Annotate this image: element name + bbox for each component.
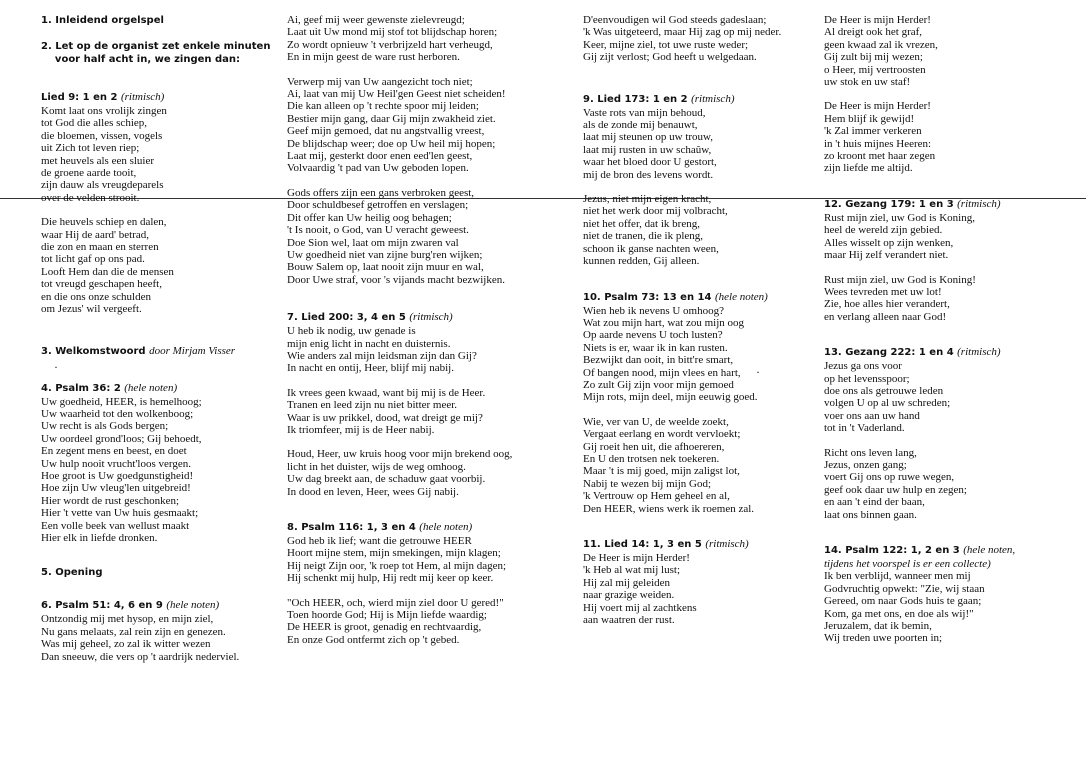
- verse-line: De HEER is groot, genadig en rechtvaardig,: [287, 621, 482, 634]
- verse-line: Ik triomfeer, mij is de Heer nabij.: [287, 423, 435, 436]
- verse-line: Jezus, niet mijn eigen kracht,: [583, 193, 712, 206]
- verse-line: Rust mijn ziel, uw God is Koning!: [824, 273, 976, 286]
- verse-line: "Och HEER, och, wierd mijn ziel door U gered!": [287, 596, 504, 609]
- stanza: [41, 216, 271, 315]
- verse-line: Rust mijn ziel, uw God is Koning,: [824, 211, 975, 224]
- spacer: [583, 64, 803, 92]
- heading-text: 4. Psalm 36: 2: [41, 382, 121, 394]
- spacer: [41, 580, 271, 598]
- section-heading: [824, 543, 1069, 558]
- verse-line: Jezus, onzen gang;: [824, 458, 907, 471]
- section-heading: [824, 197, 1069, 212]
- section-heading-line: voor half acht in, we zingen dan:: [41, 54, 241, 65]
- spacer: [41, 66, 271, 90]
- stanza: [287, 597, 542, 647]
- spacer: [583, 404, 803, 416]
- spacer: [287, 375, 542, 387]
- verse-line: Nu gans melaats, zal rein zijn en genezen.: [41, 625, 226, 638]
- section-heading: [583, 290, 803, 305]
- verse-line: uit Zich tot leven riep;: [41, 142, 140, 155]
- heading-text: 1. Inleidend orgelspel: [41, 15, 164, 26]
- column-1: [41, 14, 271, 663]
- verse-line: geef ook daar uw hulp en zegen;: [824, 483, 967, 496]
- verse-line: die zon en maan en sterren: [41, 241, 159, 254]
- verse-line: Die kan alleen op 't rechte spoor mij leiden;: [287, 100, 479, 113]
- verse-line: Hier 't vette van Uw huis gesmaakt;: [41, 507, 199, 520]
- verse-line: Hoort mijne stem, mijn smekingen, mijn klagen;: [287, 547, 501, 560]
- spacer: [583, 181, 803, 193]
- heading-note: (hele noten,: [963, 544, 1016, 556]
- heading-note: (ritmisch): [120, 91, 165, 103]
- heading-text: 9. Lied 173: 1 en 2: [583, 93, 688, 105]
- verse-line: Hij schenkt mij hulp, Hij redt mij keer op keer.: [287, 572, 494, 585]
- verse-line: Hoe zijn Uw vleug'len uitgebreid!: [41, 482, 191, 495]
- verse-line: Volvaardig 't pad van Uw geboden lopen.: [287, 162, 469, 175]
- verse-line: Ik vrees geen kwaad, want bij mij is de Heer.: [287, 386, 486, 399]
- stanza: [41, 105, 271, 204]
- stanza: [824, 447, 1069, 521]
- spacer: [287, 436, 542, 448]
- section-heading: [41, 381, 271, 396]
- stanza: [824, 274, 1069, 324]
- verse-line: Laat mij, gesterkt door enen eed'len geest,: [287, 150, 473, 163]
- verse-line: Houd, Heer, uw kruis hoog voor mijn brekend oog,: [287, 448, 513, 461]
- verse-line: uw stok en uw staf!: [824, 76, 911, 89]
- heading-text: 8. Psalm 116: 1, 3 en 4: [287, 522, 416, 533]
- verse-line: Maar 't is mij goed, mijn zaligst lot,: [583, 465, 740, 478]
- stanza: [287, 325, 542, 375]
- verse-line: o Heer, mij vertroosten: [824, 63, 926, 76]
- verse-line: kunnen redden, Gij alleen.: [583, 255, 700, 268]
- verse-line: Wij treden uwe poorten in;: [824, 632, 943, 645]
- verse-line: 'k Vertrouw op Hem geheel en al,: [583, 490, 730, 503]
- spacer: [824, 521, 1069, 543]
- verse-line: Gij roeit hen uit, die afhoereren,: [583, 440, 725, 453]
- heading-text: Lied 9: 1 en 2: [41, 92, 118, 103]
- verse-line: Hij zal mij geleiden: [583, 576, 671, 589]
- verse-line: doe ons als getrouwe leden: [824, 384, 944, 397]
- stanza: [824, 570, 1069, 644]
- verse-line: Ai, laat van mij Uw Heil'gen Geest niet scheiden!: [287, 88, 506, 101]
- verse-line: Zie, hoe alles hier verandert,: [824, 298, 950, 311]
- verse-line: Waar is uw prikkel, dood, wat dreigt ge mij?: [287, 411, 483, 424]
- verse-line: En onze God ontfermt zich op 't gebed.: [287, 633, 460, 646]
- verse-line: Jeruzalem, dat ik bemin,: [824, 620, 932, 633]
- stanza: [824, 212, 1069, 262]
- verse-line: In dood en leven, Heer, wees Gij nabij.: [287, 485, 459, 498]
- verse-line: 't Is nooit, o God, van U veracht geweest.: [287, 224, 469, 237]
- spacer: [824, 88, 1069, 100]
- verse-line: niet het offer, dat ik breng,: [583, 217, 700, 230]
- verse-line: Wie anders zal mijn leidsman zijn dan Gij?: [287, 349, 477, 362]
- verse-line: Ai, geef mij weer gewenste zielevreugd;: [287, 14, 465, 26]
- verse-line: Doe Sion wel, laat om mijn zwaren val: [287, 236, 459, 249]
- spacer: [824, 262, 1069, 274]
- verse-line: Laat uit Uw mond mij stof tot blijdschap horen;: [287, 26, 498, 39]
- verse-line: tot in 't Vaderland.: [824, 422, 905, 435]
- spacer: [41, 204, 271, 216]
- verse-line: tot vreugd geschapen heeft,: [41, 278, 162, 291]
- verse-line: Keer, mijne ziel, tot uwe ruste weder;: [583, 38, 749, 51]
- verse-line: in 't huis mijnes Heeren:: [824, 137, 932, 150]
- verse-line: Hier wordt de rust geschonken;: [41, 494, 180, 507]
- verse-line: D'eenvoudigen wil God steeds gadeslaan;: [583, 14, 767, 26]
- verse-line: De Heer is mijn Herder!: [583, 552, 690, 564]
- column-4: [824, 14, 1069, 645]
- verse-line: Kom, ga met ons, en doe als wij!": [824, 607, 974, 620]
- stanza: [824, 100, 1069, 174]
- verse-line: Verwerp mij van Uw aangezicht toch niet;: [287, 75, 473, 88]
- stanza: [824, 360, 1069, 434]
- verse-line: schoon ik ganse nachten ween,: [583, 242, 719, 255]
- verse-line: die bloemen, vissen, vogels: [41, 129, 163, 142]
- section-heading: [824, 345, 1069, 360]
- stanza: [583, 416, 803, 515]
- verse-line: tot licht gaf op ons pad.: [41, 253, 145, 266]
- verse-line: om Jezus' wil vergeeft.: [41, 303, 142, 316]
- spacer: [41, 28, 271, 40]
- verse-line: tot God die alles schiep,: [41, 117, 148, 130]
- heading-note: (hele noten): [714, 290, 768, 303]
- verse-line: 'k Zal immer verkeren: [824, 125, 922, 138]
- verse-line: De blijdschap weer; doe op Uw heil mij hopen;: [287, 137, 496, 150]
- verse-line: Die heuvels schiep en dalen,: [41, 216, 167, 229]
- verse-line: niet het werk door mij volbracht,: [583, 205, 728, 218]
- verse-line: Bouw Salem op, laat nooit zijn muur en wal,: [287, 261, 484, 274]
- verse-line: God heb ik lief; want die getrouwe HEER: [287, 535, 472, 547]
- verse-line: Ontzondig mij met hysop, en mijn ziel,: [41, 613, 214, 626]
- verse-line: mijn enig licht in nacht en duisternis.: [287, 337, 451, 350]
- verse-line: Den HEER, wiens werk ik roemen zal.: [583, 502, 755, 515]
- verse-line: licht in het duister, wijs de weg omhoog.: [287, 460, 466, 473]
- section-heading: [41, 90, 271, 105]
- heading-text: 7. Lied 200: 3, 4 en 5: [287, 312, 406, 324]
- stanza: [287, 448, 542, 498]
- heading-note: (hele noten): [124, 381, 178, 394]
- heading-text: 13. Gezang 222: 1 en 4: [824, 347, 954, 359]
- verse-line: zijn liefde me altijd.: [824, 162, 913, 175]
- heading-note: (ritmisch): [957, 197, 1001, 210]
- heading-text: 5. Opening: [41, 567, 103, 579]
- spacer: [287, 64, 542, 76]
- heading-note: door Mirjam Visser: [149, 344, 236, 357]
- heading-text: 11. Lied 14: 1, 3 en 5: [583, 539, 702, 550]
- spacer: [287, 585, 542, 597]
- verse-line: zijn dauw als vreugdeparels: [41, 179, 164, 192]
- stanza: [287, 76, 542, 175]
- verse-line: Hij voert mij al zachtkens: [583, 601, 697, 614]
- verse-line: geen kwaad zal ik vrezen,: [824, 38, 938, 51]
- heading-note: (ritmisch): [957, 346, 1001, 359]
- heading-note: (hele noten): [166, 599, 220, 612]
- section-heading: [287, 310, 542, 325]
- verse-line: Door Uwe straf, voor 's vijands macht bezwijken.: [287, 273, 505, 286]
- verse-line: Wien heb ik nevens U omhoog?: [583, 304, 724, 317]
- section-heading-line: 2. Let op de organist zet enkele minuten: [41, 41, 271, 52]
- spacer: [824, 175, 1069, 197]
- verse-line: U heb ik nodig, uw genade is: [287, 325, 416, 338]
- verse-line: Was mij geheel, zo zal ik witter wezen: [41, 638, 211, 651]
- verse-line: En in mijn geest de ware rust herboren.: [287, 51, 460, 64]
- verse-line: Uw dag breekt aan, de schaduw gaat voorbij.: [287, 473, 486, 486]
- verse-line: Dit offer kan Uw heilig oog behagen;: [287, 211, 452, 224]
- verse-line: Gereed, om naar Gods huis te gaan;: [824, 595, 982, 608]
- verse-line: aan waatren der rust.: [583, 614, 675, 627]
- verse-line: Gij zult bij mij wezen;: [824, 51, 923, 64]
- verse-line: Hij neigt Zijn oor, 'k roep tot Hem, al mijn dagen;: [287, 559, 507, 572]
- verse-line: over de velden strooit.: [41, 191, 140, 204]
- stanza: [287, 14, 542, 64]
- stanza: [583, 14, 803, 64]
- heading-note: (ritmisch): [705, 538, 749, 550]
- verse-line: op het levensspoor;: [824, 372, 910, 385]
- column-3: [583, 14, 803, 626]
- verse-line: Op aarde nevens U toch lusten?: [583, 329, 723, 342]
- verse-line: In nacht en ontij, Heer, blijf mij nabij.: [287, 362, 454, 375]
- stanza: [287, 387, 542, 437]
- verse-line: en die ons onze schulden: [41, 290, 151, 303]
- verse-line: Een volle beek van wellust maakt: [41, 519, 190, 532]
- verse-line: En zegent mens en beest, en doet: [41, 445, 187, 458]
- verse-line: Uw goedheid, HEER, is hemelhoog;: [41, 395, 202, 408]
- verse-line: met heuvels als een sluier: [41, 154, 155, 167]
- verse-line: Door schuldbesef getroffen en verslagen;: [287, 199, 469, 212]
- stray-mark: ·: [756, 365, 760, 379]
- verse-line: Looft Hem dan die de mensen: [41, 265, 174, 278]
- verse-line: Richt ons leven lang,: [824, 446, 917, 459]
- verse-line: maar Hij zelf verandert niet.: [824, 249, 949, 262]
- verse-line: De Heer is mijn Herder!: [824, 14, 931, 26]
- section-heading: [583, 92, 803, 107]
- section-heading: [287, 520, 542, 535]
- verse-line: De Heer is mijn Herder!: [824, 100, 931, 113]
- stanza: [824, 14, 1069, 88]
- verse-line: Uw goedheid niet van zijne burg'ren wijken;: [287, 248, 483, 261]
- verse-line: Zo wordt opnieuw 't verbrijzeld hart verheugd,: [287, 38, 493, 51]
- verse-line: Hier elk in liefde dronken.: [41, 531, 158, 544]
- verse-line: Toen hoorde God; Hij is Mijn liefde waardig;: [287, 609, 487, 622]
- section-heading: [41, 598, 271, 613]
- verse-line: Tranen en leed zijn nu niet bitter meer.: [287, 399, 458, 412]
- heading-text: 3. Welkomstwoord: [41, 345, 146, 357]
- verse-line: Vergaat eerlang en wordt vervloekt;: [583, 428, 741, 441]
- stray-mark: ·: [54, 360, 58, 374]
- verse-line: Gij zijt verlost; God heeft u welgedaan.: [583, 51, 757, 64]
- verse-line: Godvruchtig opwekt: "Zie, wij staan: [824, 582, 985, 595]
- stanza: [41, 396, 271, 545]
- verse-line: mij de bron des levens wordt.: [583, 168, 714, 181]
- section-heading: [583, 537, 803, 552]
- spacer: [583, 268, 803, 290]
- verse-line: Mijn rots, mijn deel, mijn eeuwig goed.: [583, 391, 758, 404]
- verse-line: Wie, ver van U, de weelde zoekt,: [583, 415, 729, 428]
- section-heading: [41, 566, 271, 580]
- verse-line: Bestier mijn gang, daar Gij mijn zwakheid ziet.: [287, 112, 496, 125]
- spacer: [41, 544, 271, 566]
- verse-line: Jezus ga ons voor: [824, 360, 902, 373]
- stanza: [583, 107, 803, 181]
- heading-text: 12. Gezang 179: 1 en 3: [824, 198, 954, 210]
- verse-line: Alles wisselt op zijn wenken,: [824, 236, 954, 249]
- verse-line: de groene aarde tooit,: [41, 167, 137, 180]
- verse-line: volgen U op al uw schreden;: [824, 397, 951, 410]
- verse-line: Wees tevreden met uw lot!: [824, 285, 942, 298]
- verse-line: niet de tranen, die ik pleng,: [583, 230, 704, 243]
- spacer: [287, 175, 542, 187]
- verse-line: en verlang alleen naar God!: [824, 310, 947, 323]
- verse-line: laat ons binnen gaan.: [824, 508, 917, 521]
- spacer: [583, 515, 803, 537]
- verse-line: Uw recht is als Gods bergen;: [41, 420, 169, 433]
- stanza: [287, 535, 542, 585]
- section-heading: [41, 344, 271, 359]
- verse-line: zo kroont met haar zegen: [824, 150, 936, 163]
- verse-line: laat mij rusten in uw schaûw,: [583, 143, 712, 156]
- verse-line: Hoe groot is Uw goedgunstigheid!: [41, 469, 194, 482]
- verse-line: Al dreigt ook het graf,: [824, 26, 923, 39]
- spacer: [824, 323, 1069, 345]
- verse-line: Of bangen nood, mijn vlees en hart,: [583, 366, 741, 379]
- heading-text: 10. Psalm 73: 13 en 14: [583, 291, 712, 303]
- verse-line: Wat zou mijn hart, wat zou mijn oog: [583, 316, 745, 329]
- verse-line: Vaste rots van mijn behoud,: [583, 106, 706, 119]
- verse-line: Dan sneeuw, die vers op 't aardrijk nederviel.: [41, 650, 240, 663]
- spacer: [287, 286, 542, 310]
- verse-line: 'k Was uitgeteerd, maar Hij zag op mij neder.: [583, 26, 782, 39]
- verse-line: Niets is er, waar ik in kan rusten.: [583, 341, 728, 354]
- verse-line: laat mij steunen op uw trouw,: [583, 131, 714, 144]
- verse-line: Uw hulp nooit vrucht'loos vergen.: [41, 457, 191, 470]
- verse-line: Komt laat ons vrolijk zingen: [41, 105, 167, 117]
- verse-line: Nabij te wezen bij mijn God;: [583, 477, 711, 490]
- stanza: [583, 552, 803, 626]
- stanza: [41, 613, 271, 663]
- verse-line: waar het bloed door U gestort,: [583, 156, 717, 169]
- stanza: [583, 193, 803, 267]
- section-heading: [41, 14, 271, 28]
- stanza: [583, 305, 803, 404]
- verse-line: Geef mijn gemoed, dat nu angstvallig vreest,: [287, 125, 485, 138]
- heading-note: (ritmisch): [409, 311, 453, 324]
- verse-line: Uw oordeel grond'loos; Gij behoedt,: [41, 432, 202, 445]
- spacer: [41, 316, 271, 344]
- verse-line: Gods offers zijn een gans verbroken geest,: [287, 186, 475, 199]
- verse-line: Ik ben verblijd, wanneer men mij: [824, 570, 971, 583]
- verse-line: heel de wereld zijn gebied.: [824, 224, 943, 237]
- verse-line: En U den trotsen nek toekeren.: [583, 452, 720, 465]
- verse-line: Bezwijkt dan ooit, in bitt're smart,: [583, 354, 734, 367]
- verse-line: voert Gij ons op ruwe wegen,: [824, 471, 955, 484]
- spacer: [287, 498, 542, 520]
- column-2: [287, 14, 542, 646]
- heading-note: (ritmisch): [691, 92, 735, 105]
- verse-line: en aan 't eind der baan,: [824, 496, 925, 509]
- heading-text: 14. Psalm 122: 1, 2 en 3: [824, 545, 960, 556]
- verse-line: voer ons aan uw hand: [824, 409, 920, 422]
- verse-line: naar grazige weiden.: [583, 589, 675, 602]
- verse-line: als de zonde mij benauwt,: [583, 119, 698, 132]
- verse-line: Hem blijf ik gewijd!: [824, 112, 915, 125]
- heading-subnote: tijdens het voorspel is er een collecte): [824, 558, 991, 570]
- spacer: [824, 435, 1069, 447]
- verse-line: Zo zult Gij zijn voor mijn gemoed: [583, 378, 734, 391]
- verse-line: waar Hij de aard' betrad,: [41, 228, 149, 241]
- stanza: [287, 187, 542, 286]
- heading-note: (hele noten): [419, 521, 473, 533]
- verse-line: 'k Heb al wat mij lust;: [583, 564, 680, 577]
- heading-text: 6. Psalm 51: 4, 6 en 9: [41, 600, 163, 612]
- verse-line: Uw waarheid tot den wolkenboog;: [41, 407, 194, 420]
- spacer: [41, 359, 271, 381]
